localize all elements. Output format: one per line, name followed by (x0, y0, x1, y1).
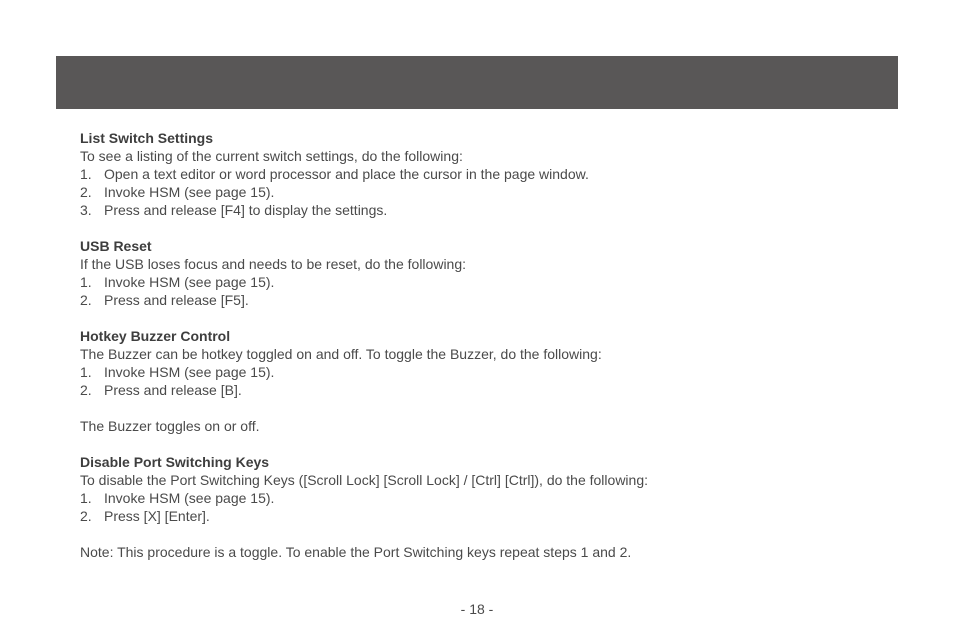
step-text: Invoke HSM (see page 15). (104, 490, 275, 506)
list-item (80, 201, 880, 219)
spacer (80, 399, 880, 417)
section-intro: If the USB loses focus and needs to be reset, do the following: (80, 256, 467, 272)
section-heading-list-switch-settings: List Switch Settings (80, 130, 214, 146)
step-number: 2. (80, 184, 92, 200)
spacer (80, 219, 880, 237)
list-item (80, 291, 880, 309)
section-heading-usb-reset: USB Reset (80, 238, 152, 254)
list-item (80, 489, 880, 507)
step-number: 1. (80, 274, 92, 290)
step-number: 2. (80, 508, 92, 524)
section-heading-disable-port-switching-keys: Disable Port Switching Keys (80, 454, 270, 470)
list-item (80, 381, 880, 399)
list-item (80, 273, 880, 291)
section-intro: The Buzzer can be hotkey toggled on and off. To toggle the Buzzer, do the following: (80, 346, 602, 362)
section-heading-hotkey-buzzer-control: Hotkey Buzzer Control (80, 328, 231, 344)
spacer (80, 525, 880, 543)
step-text: Press and release [F4] to display the settings. (104, 202, 388, 218)
step-text: Invoke HSM (see page 15). (104, 274, 275, 290)
step-text: Open a text editor or word processor and place the cursor in the page window. (104, 166, 589, 182)
step-text: Invoke HSM (see page 15). (104, 364, 275, 380)
step-number: 1. (80, 166, 92, 182)
step-number: 2. (80, 382, 92, 398)
step-text: Invoke HSM (see page 15). (104, 184, 275, 200)
list-item (80, 165, 880, 183)
page-number: - 18 - (460, 601, 494, 617)
step-number: 2. (80, 292, 92, 308)
step-text: Press and release [F5]. (104, 292, 249, 308)
step-text: Press [X] [Enter]. (104, 508, 210, 524)
spacer (80, 309, 880, 327)
step-text: Press and release [B]. (104, 382, 242, 398)
list-item (80, 363, 880, 381)
section-intro: To disable the Port Switching Keys ([Scroll Lock] [Scroll Lock] / [Ctrl] [Ctrl]), do the following: (80, 472, 648, 488)
header-band (56, 56, 898, 109)
section-note: The Buzzer toggles on or off. (80, 418, 260, 434)
page-content (80, 129, 880, 561)
list-item (80, 507, 880, 525)
step-number: 1. (80, 364, 92, 380)
spacer (80, 435, 880, 453)
section-note: Note: This procedure is a toggle. To enable the Port Switching keys repeat steps 1 and 2. (80, 544, 632, 560)
step-number: 3. (80, 202, 92, 218)
section-intro: To see a listing of the current switch settings, do the following: (80, 148, 463, 164)
step-number: 1. (80, 490, 92, 506)
list-item (80, 183, 880, 201)
